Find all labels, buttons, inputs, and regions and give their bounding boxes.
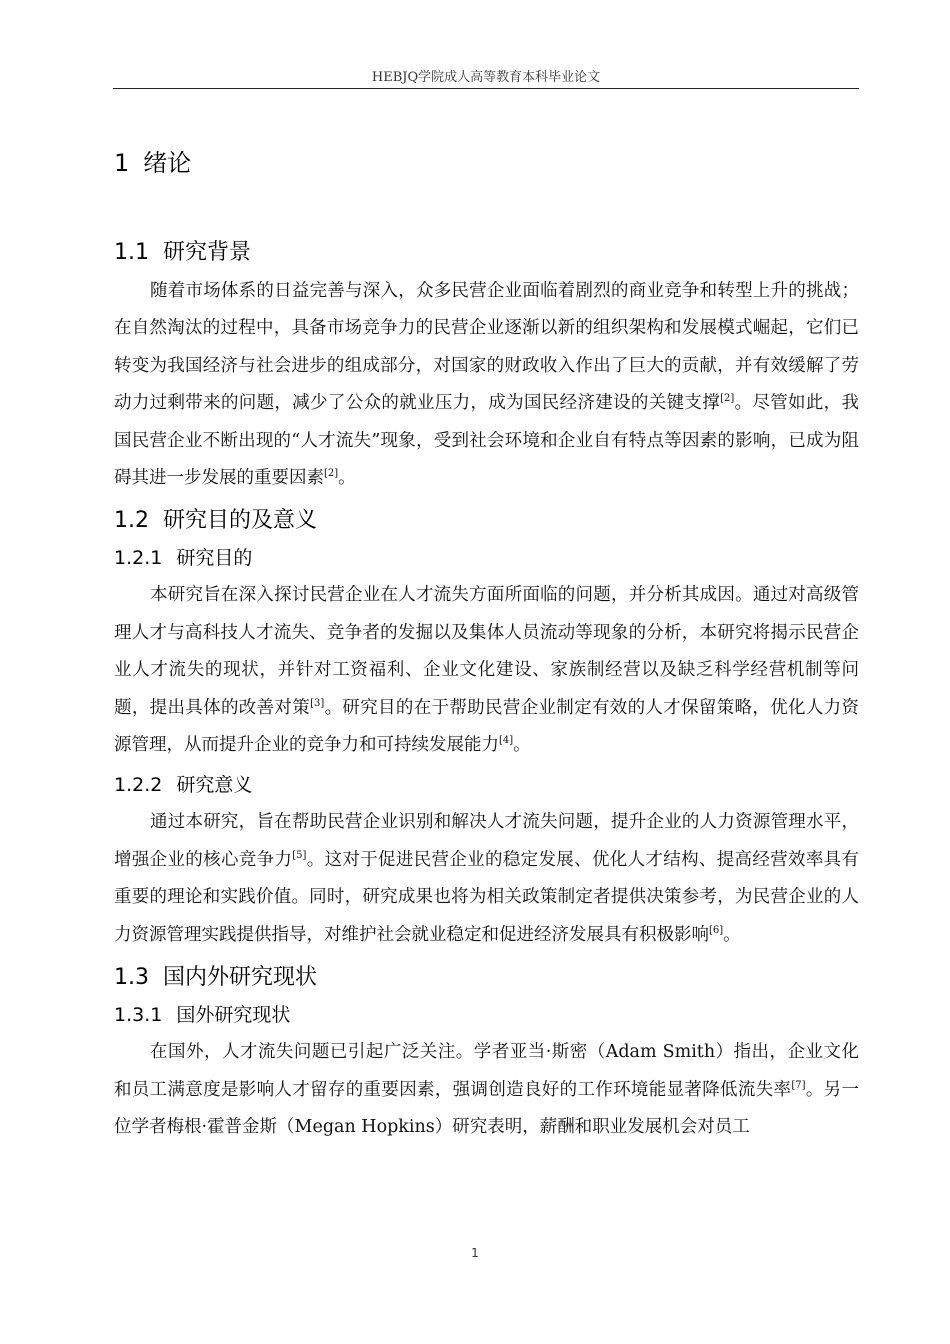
- citation: [3]: [310, 697, 325, 709]
- page-number: 1: [471, 1246, 479, 1260]
- subsection-number: 1.2.2: [114, 774, 163, 797]
- chapter-number: 1: [114, 149, 130, 177]
- citation: [6]: [709, 924, 724, 936]
- section-title: 研究目的及意义: [163, 508, 318, 534]
- paragraph-text: 。另一位学者梅根·霍普金斯（Megan Hopkins）研究表明，薪酬和职业发展机会对员工: [114, 1079, 860, 1137]
- paragraph-text: 通过本研究，旨在帮助民营企业识别和解决人才流失问题，提升企业的人力资源管理水平，增强企业的核心竞争力: [114, 812, 859, 870]
- subsection-title: 研究意义: [176, 774, 253, 797]
- section-title: 研究背景: [163, 240, 252, 265]
- paragraph-text: 在国外，人才流失问题已引起广泛关注。学者亚当·斯密（Adam Smith）指出，企业文化和员工满意度是影响人才留存的重要因素，强调创造良好的工作环境能显著降低流失率: [114, 1042, 859, 1100]
- paragraph-text: 本研究旨在深入探讨民营企业在人才流失方面所面临的问题，并分析其成因。通过对高级管理人才与高科技人才流失、竞争者的发掘以及集体人员流动等现象的分析，本研究将揭示民营企业人才流失的现状，并针对工资福利、企业文化建设、家族制经营以及缺乏科学经营机制等问题，提出具体的改善对策: [114, 585, 859, 718]
- section-number: 1.3: [114, 965, 149, 991]
- subsection-heading-1-2-1: [114, 543, 859, 573]
- section-heading-1-1: [114, 237, 859, 269]
- page-content: [114, 145, 859, 1146]
- paragraph-text: 。: [338, 468, 356, 489]
- section-title: 国内外研究现状: [163, 965, 318, 991]
- chapter-title: 绪论: [143, 149, 192, 177]
- section-heading-1-3: [114, 962, 859, 994]
- paragraph-text: 随着市场体系的日益完善与深入，众多民营企业面临着剧烈的商业竞争和转型上升的挑战；在自然淘汰的过程中，具备市场竞争力的民营企业逐渐以新的组织架构和发展模式崛起，它们已转变为我国经济与社会进步的组成部分，对国家的财政收入作出了巨大的贡献，并有效缓解了劳动力过剩带来的问题，减少了公众的就业压力，成为国民经济建设的关键支撑: [114, 281, 859, 414]
- paragraph-text: 。: [513, 735, 531, 756]
- paragraph-background: [114, 273, 859, 497]
- section-number: 1.2: [114, 508, 149, 534]
- citation: [5]: [292, 850, 307, 862]
- section-heading-1-2: [114, 505, 859, 537]
- paragraph-significance: [114, 804, 859, 954]
- citation: [2]: [720, 393, 735, 405]
- paragraph-foreign-research: [114, 1034, 859, 1146]
- header-rule: [113, 88, 859, 89]
- section-number: 1.1: [114, 240, 149, 265]
- paragraph-text: 。这对于促进民营企业的稳定发展、优化人才结构、提高经营效率具有重要的理论和实践价值。同时，研究成果也将为相关政策制定者提供决策参考，为民营企业的人力资源管理实践提供指导，对维护社会就业稳定和促进经济发展具有积极影响: [114, 849, 859, 945]
- citation: [2]: [324, 468, 339, 480]
- paragraph-text: 。: [723, 924, 741, 945]
- subsection-title: 研究目的: [176, 547, 253, 570]
- citation: [4]: [499, 735, 514, 747]
- subsection-title: 国外研究现状: [176, 1004, 291, 1027]
- paragraph-purpose: [114, 577, 859, 764]
- citation: [7]: [791, 1079, 806, 1091]
- subsection-heading-1-2-2: [114, 770, 859, 800]
- chapter-heading: [114, 145, 859, 181]
- subsection-number: 1.3.1: [114, 1004, 163, 1027]
- subsection-heading-1-3-1: [114, 1000, 859, 1030]
- paragraph-text: 。研究目的在于帮助民营企业制定有效的人才保留策略，优化人力资源管理，从而提升企业的竞争力和可持续发展能力: [114, 697, 859, 756]
- subsection-number: 1.2.1: [114, 547, 163, 570]
- running-header: HEBJQ学院成人高等教育本科毕业论文: [371, 70, 601, 85]
- paragraph-text: 。尽管如此，我国民营企业不断出现的“人才流失”现象，受到社会环境和企业自有特点等因素的影响，已成为阻碍其进一步发展的重要因素: [114, 393, 860, 489]
